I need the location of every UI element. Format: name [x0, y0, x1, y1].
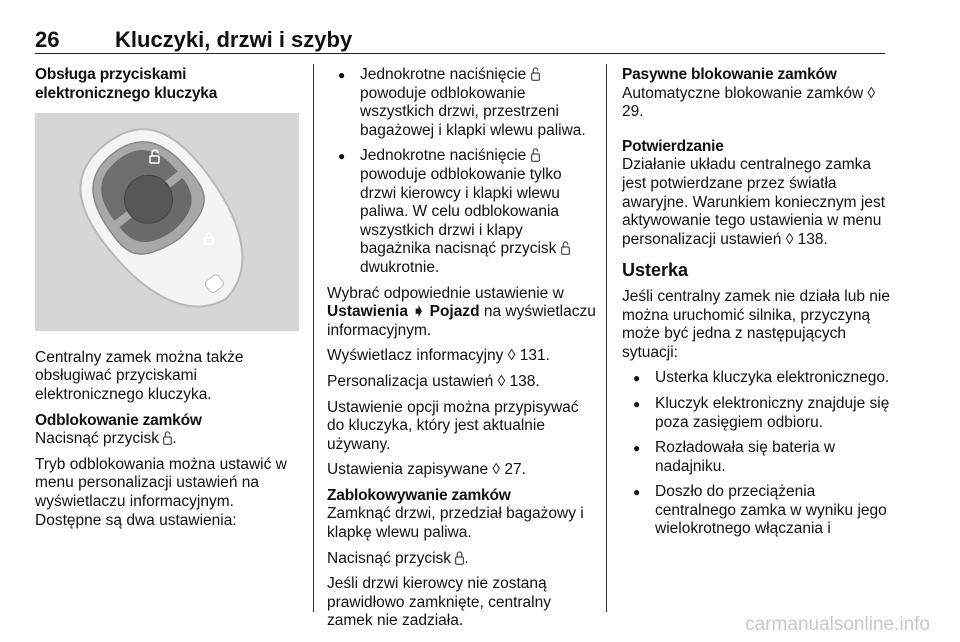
cross-reference: Personalizacja ustawień ◊ 138. [327, 372, 540, 390]
lock-icon [455, 551, 464, 565]
page-title: Kluczyki, drzwi i szyby [115, 27, 353, 52]
list-item: ● Kluczyk elektroniczny znajduje się poza zasięgiem odbioru. [622, 395, 890, 432]
list-item: ● Jednokrotne naciśnięcie powoduje odblokowanie tylko drzwi kierowcy i klapki wlewu paliwa. W celu odblokowania wszystkich drzwi i klapy bagażnika nacisnąć przycisk dwukrotnie. [327, 147, 597, 277]
unlock-icon [531, 148, 540, 162]
column-1 [35, 66, 303, 530]
fault-text: Jeśli centralny zamek nie działa lub nie można uruchomić silnika, przyczyną może być jedna z następujących sytuacji: [622, 287, 890, 361]
lock-text: Zamknąć drzwi, przedział bagażowy i klapkę wlewu paliwa. [327, 505, 584, 542]
list-item: ● Usterka kluczyka elektronicznego. [622, 369, 890, 388]
intro-text: Centralny zamek można także obsługiwać przyciskami elektronicznego kluczyka. [35, 348, 244, 403]
cross-reference: Wyświetlacz informacyjny ◊ 131. [327, 347, 550, 365]
list-item: ● Jednokrotne naciśnięcie powoduje odblokowanie wszystkich drzwi, przestrzeni bagażowej i klapki wlewu paliwa. [327, 66, 597, 140]
unlock-instruction: Nacisnąć przycisk . [35, 430, 177, 448]
cross-reference: Ustawienia zapisywane ◊ 27. [327, 461, 526, 479]
settings-path-text: Wybrać odpowiednie ustawienie w Ustawienia ➧ Pojazd na wyświetlaczu informacyjnym. [327, 284, 596, 339]
unlock-mode-text: Tryb odblokowania można ustawić w menu personalizacji ustawień na wyświetlaczu informacyjnym. Dostępne są dwa ustawienia: [35, 455, 287, 529]
section-title: Usterka [622, 260, 689, 281]
lock-note: Jeśli drzwi kierowcy nie zostaną prawidłowo zamknięte, centralny zamek nie zadziała. [327, 575, 551, 630]
passive-text: Automatyczne blokowanie zamków ◊ 29. [622, 84, 876, 121]
column-2 [327, 66, 597, 631]
unlock-heading: Odblokowanie zamków [35, 411, 202, 429]
passive-heading: Pasywne blokowanie zamków [622, 66, 837, 83]
lock-instruction: Nacisnąć przycisk . [327, 549, 469, 567]
lock-heading: Zablokowywanie zamków [327, 486, 511, 504]
page-header [35, 27, 885, 54]
list-item: ● Rozładowała się bateria w nadajniku. [622, 439, 890, 476]
key-fob-illustration [35, 113, 299, 331]
list-item: ● Doszło do przeciążenia centralnego zamka w wyniku jego wielokrotnego włączania i [622, 483, 890, 539]
confirm-heading: Potwierdzanie [622, 137, 724, 155]
section-heading: Obsługa przyciskami elektronicznego kluczyka [35, 66, 218, 102]
column-3 [622, 66, 890, 539]
column-divider [313, 64, 314, 612]
confirm-text: Działanie układu centralnego zamka jest potwierdzane przez światła awaryjne. Warunkiem koniecznym jest aktywowanie tego ustawienia w menu personalizacji ustawień ◊ 138. [622, 156, 886, 248]
column-divider [606, 64, 607, 612]
page-number: 26 [35, 27, 60, 52]
watermark: carmanualsonline.info [745, 614, 930, 635]
assign-text: Ustawienie opcji można przypisywać do kluczyka, który jest aktualnie używany. [327, 398, 579, 453]
unlock-icon [531, 67, 540, 81]
unlock-icon [163, 431, 172, 445]
unlock-icon [561, 241, 570, 255]
fault-list [622, 369, 890, 539]
